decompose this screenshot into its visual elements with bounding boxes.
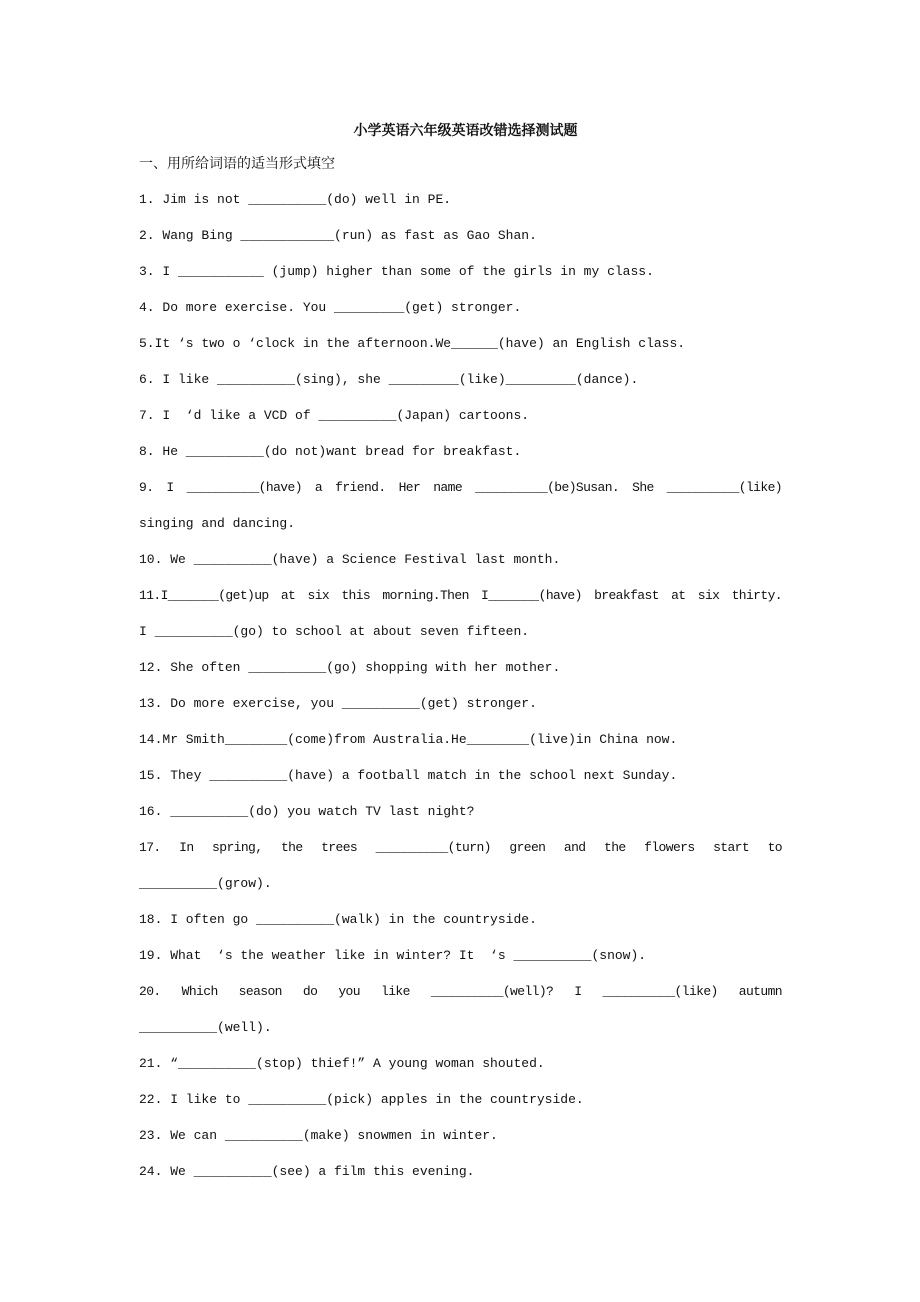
exercise-line: 17. In spring, the trees __________(turn) green and the flowers start to [139,840,782,855]
exercise-line: 9. I __________(have) a friend. Her name __________(be)Susan. She __________(like) [139,480,782,495]
exercise-line: I __________(go) to school at about seven fifteen. [139,624,530,639]
exercise-line: 20. Which season do you like __________(well)? I __________(like) autumn [139,984,782,999]
exercise-line: __________(grow). [139,876,272,891]
exercise-line: singing and dancing. [139,516,296,531]
exercise-line: 5.It ‘s two o ‘clock in the afternoon.We______(have) an English class. [139,336,686,351]
exercise-line: 6. I like __________(sing), she _________(like)_________(dance). [139,372,639,387]
document-page [139,116,782,1190]
exercise-line: 16. __________(do) you watch TV last night? [139,804,475,819]
exercise-line: 19. What ‘s the weather like in winter? It ‘s __________(snow). [139,948,647,963]
exercise-line: 11.I_______(get)up at six this morning.Then I_______(have) breakfast at six thirty. [139,588,782,603]
document-title: 小学英语六年级英语改错选择测试题 [353,123,578,139]
exercise-line: 14.Mr Smith________(come)from Australia.He________(live)in China now. [139,732,678,747]
exercise-line: 1. Jim is not __________(do) well in PE. [139,192,452,207]
exercise-line: 3. I ___________ (jump) higher than some of the girls in my class. [139,264,654,279]
exercise-line: 22. I like to __________(pick) apples in the countryside. [139,1092,584,1107]
exercise-line: 7. I ‘d like a VCD of __________(Japan) cartoons. [139,408,530,423]
exercise-line: 15. They __________(have) a football match in the school next Sunday. [139,768,678,783]
exercise-line: 10. We __________(have) a Science Festival last month. [139,552,561,567]
exercise-line: 13. Do more exercise, you __________(get) stronger. [139,696,537,711]
section-heading: 一、用所给词语的适当形式填空 [139,156,335,172]
exercise-line: 12. She often __________(go) shopping with her mother. [139,660,561,675]
exercise-list [139,182,782,1190]
exercise-line: 24. We __________(see) a film this evening. [139,1164,475,1179]
exercise-line: 18. I often go __________(walk) in the countryside. [139,912,537,927]
exercise-line: 2. Wang Bing ____________(run) as fast as Gao Shan. [139,228,537,243]
exercise-line: 21. “__________(stop) thief!” A young woman shouted. [139,1056,545,1071]
exercise-line: 8. He __________(do not)want bread for breakfast. [139,444,522,459]
exercise-line: __________(well). [139,1020,272,1035]
exercise-line: 4. Do more exercise. You _________(get) stronger. [139,300,522,315]
exercise-line: 23. We can __________(make) snowmen in winter. [139,1128,498,1143]
